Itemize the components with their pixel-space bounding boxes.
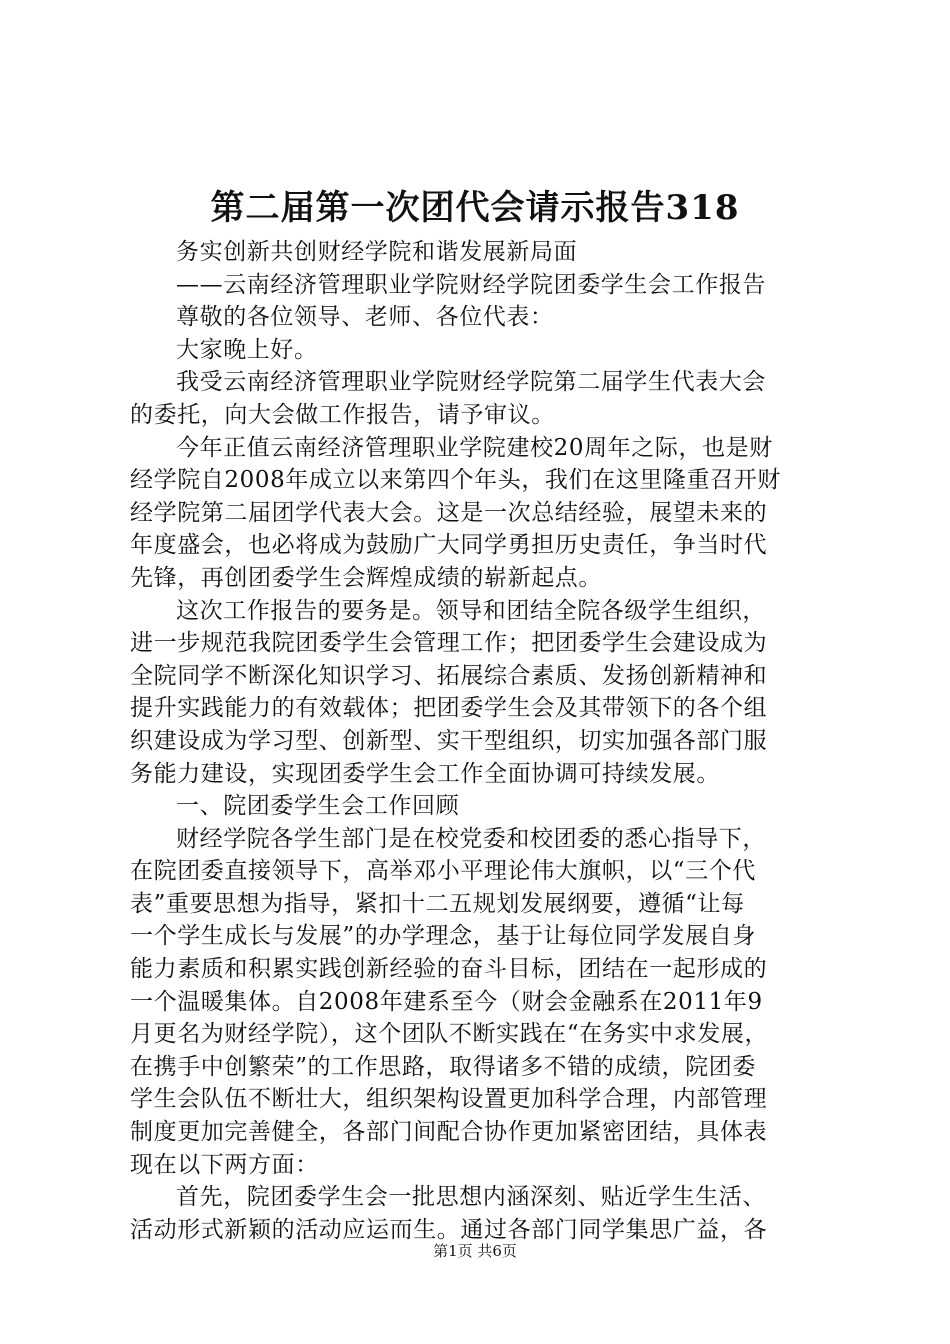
text-line: 我受云南经济管理职业学院财经学院第二届学生代表大会 (176, 369, 766, 396)
text-line: 在院团委直接领导下，高举邓小平理论伟大旗帜，以“三个代 (130, 858, 756, 885)
text-line: 的委托，向大会做工作报告，请予审议。 (130, 401, 555, 428)
text-line: 活动形式新颖的活动应运而生。通过各部门同学集思广益，各 (130, 1216, 768, 1243)
text-line: 进一步规范我院团委学生会管理工作；把团委学生会建设成为 (130, 630, 768, 657)
page-footer: 第1页 共6页 (433, 1242, 517, 1260)
text-line: 大家晚上好。 (176, 336, 318, 363)
text-line: 全院同学不断深化知识学习、拓展综合素质、发扬创新精神和 (130, 662, 768, 689)
document-body (130, 236, 832, 1246)
text-line: 能力素质和积累实践创新经验的奋斗目标，团结在一起形成的 (130, 956, 768, 983)
text-line: 务实创新共创财经学院和谐发展新局面 (176, 239, 578, 265)
text-line: 今年正值云南经济管理职业学院建校20周年之际，也是财 (176, 434, 773, 461)
text-line: 这次工作报告的要务是。领导和团结全院各级学生组织， (176, 597, 766, 624)
text-line: 表”重要思想为指导，紧扣十二五规划发展纲要，遵循“让每 (130, 890, 745, 917)
text-line: 月更名为财经学院），这个团队不断实践在“在务实中求发展， (130, 1021, 769, 1048)
text-line: 务能力建设，实现团委学生会工作全面协调可持续发展。 (130, 760, 720, 787)
text-line: 尊敬的各位领导、老师、各位代表： (176, 304, 554, 331)
text-line: 一、院团委学生会工作回顾 (176, 793, 460, 820)
text-line: ——云南经济管理职业学院财经学院团委学生会工作报告 (176, 271, 766, 298)
text-line: 首先，院团委学生会一批思想内涵深刻、贴近学生生活、 (176, 1184, 766, 1211)
text-line: 年度盛会，也必将成为鼓励广大同学勇担历史责任，争当时代 (130, 532, 768, 559)
text-line: 现在以下两方面： (130, 1151, 319, 1178)
text-line: 一个温暖集体。自2008年建系至今（财会金融系在2011年9 (130, 988, 763, 1015)
text-line: 先锋，再创团委学生会辉煌成绩的崭新起点。 (130, 564, 602, 591)
text-line: 经学院自2008年成立以来第四个年头，我们在这里隆重召开财 (130, 467, 781, 494)
text-line: 经学院第二届团学代表大会。这是一次总结经验，展望未来的 (130, 499, 768, 526)
text-line: 财经学院各学生部门是在校党委和校团委的悉心指导下， (176, 825, 766, 852)
text-line: 织建设成为学习型、创新型、实干型组织，切实加强各部门服 (130, 727, 768, 754)
text-line: 制度更加完善健全，各部门间配合协作更加紧密团结，具体表 (130, 1119, 768, 1146)
text-line: 在携手中创繁荣”的工作思路，取得诸多不错的成绩，院团委 (130, 1053, 756, 1080)
text-line: 一个学生成长与发展”的办学理念，基于让每位同学发展自身 (130, 923, 756, 950)
text-line: 学生会队伍不断壮大，组织架构设置更加科学合理，内部管理 (130, 1086, 768, 1113)
text-line: 提升实践能力的有效载体；把团委学生会及其带领下的各个组 (130, 695, 768, 722)
document-title: 第二届第一次团代会请示报告318 (210, 188, 740, 228)
